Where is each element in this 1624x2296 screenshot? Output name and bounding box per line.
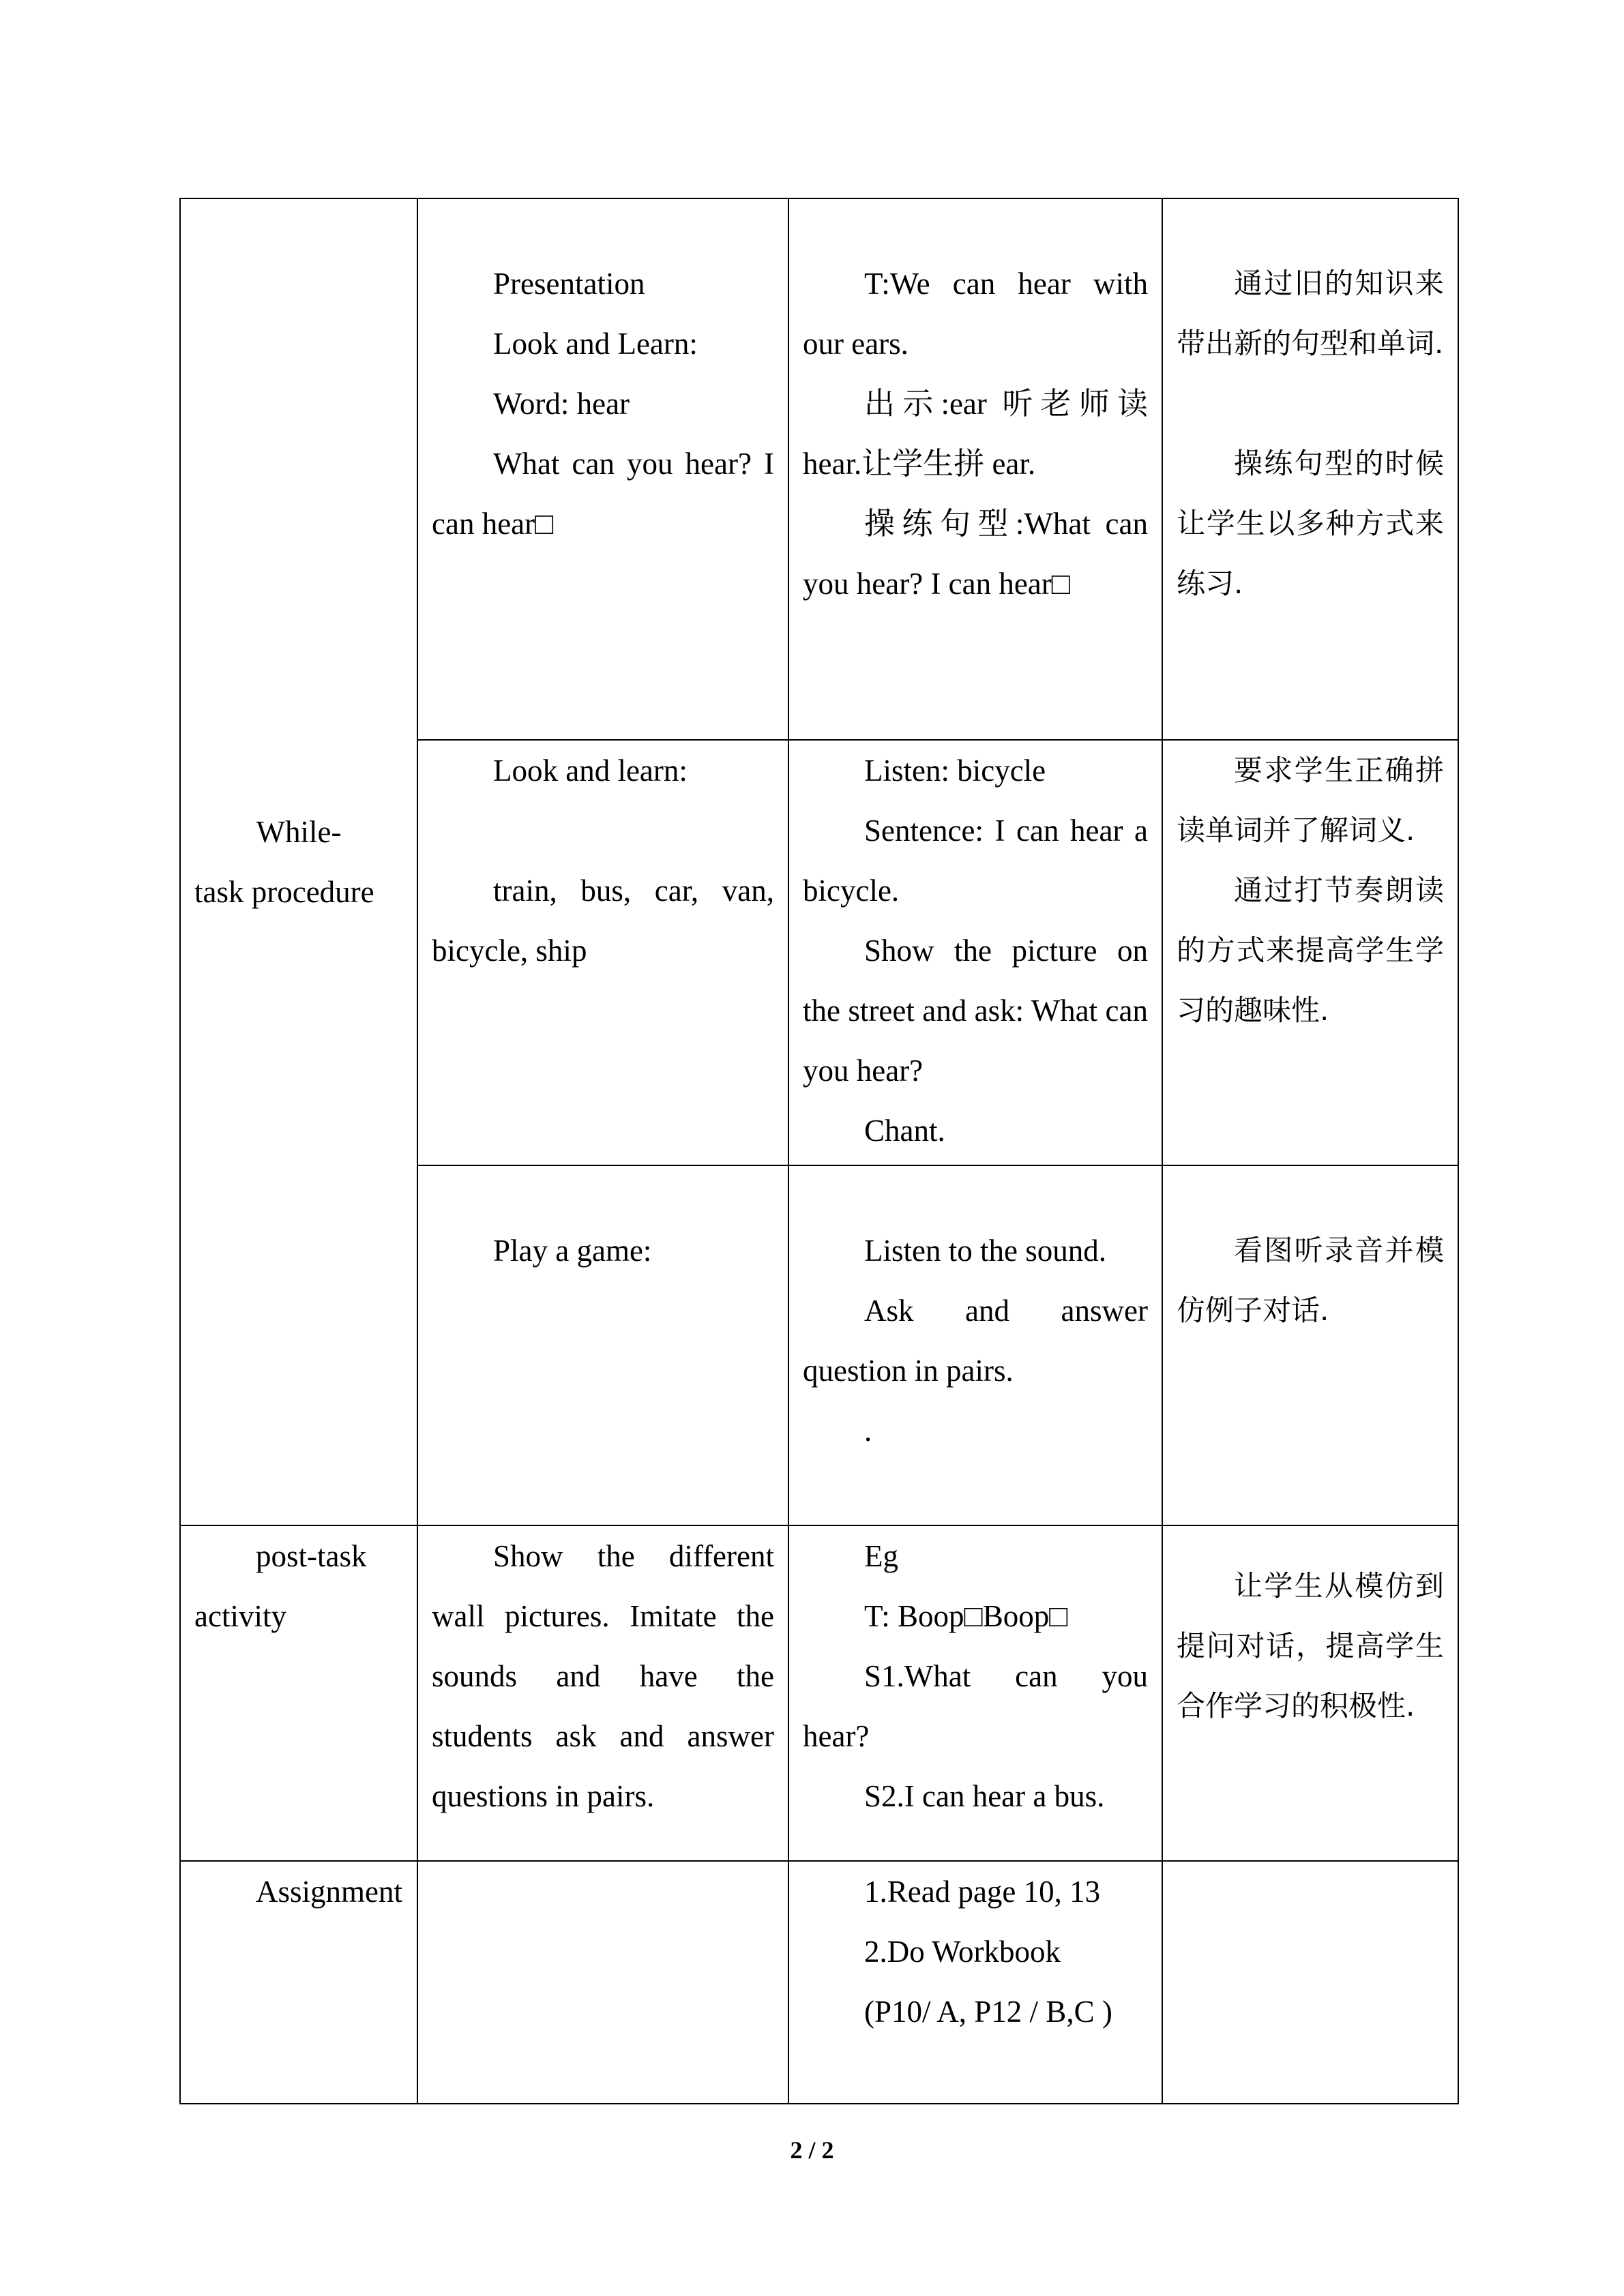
activity-line: Play a game: <box>493 1234 652 1268</box>
process-line: Ask and answer question in pairs. <box>803 1294 1148 1388</box>
process-line: 操练句型:What can you hear? I can hear□ <box>803 507 1148 601</box>
activity-line: Presentation <box>493 267 645 301</box>
purpose-line: 看图听录音并模仿例子对话. <box>1177 1234 1444 1327</box>
spacer <box>432 801 774 861</box>
process-line: Show the picture on the street and ask: What can you hear? <box>803 934 1148 1088</box>
activity-cell <box>417 1861 788 2104</box>
table-row <box>180 198 1458 740</box>
process-line: Chant. <box>864 1114 945 1148</box>
process-line: . <box>864 1414 872 1448</box>
activity-cell <box>417 1525 788 1861</box>
purpose-line: 要求学生正确拼读单词并了解词义. <box>1177 754 1444 847</box>
process-line: Eg <box>864 1539 898 1573</box>
purpose-line: 通过打节奏朗读的方式来提高学生学习的趣味性. <box>1177 874 1444 1027</box>
table-row <box>180 1525 1458 1861</box>
process-cell <box>788 740 1162 1165</box>
activity-line: train, bus, car, van, bicycle, ship <box>432 874 774 968</box>
activity-line: Word: hear <box>493 387 630 421</box>
stage-cell-post-task <box>180 1525 417 1861</box>
process-line: S1.What can you hear? <box>803 1659 1148 1753</box>
process-line: S2.I can hear a bus. <box>864 1779 1105 1813</box>
activity-line: Look and learn: <box>493 754 688 788</box>
lesson-plan-table <box>179 198 1459 2104</box>
stage-label: activity <box>194 1599 286 1633</box>
purpose-cell <box>1162 740 1458 1165</box>
stage-label: task procedure <box>194 875 374 909</box>
table-row <box>180 1861 1458 2104</box>
process-line: Listen: bicycle <box>864 754 1046 788</box>
spacer <box>1177 374 1444 434</box>
purpose-cell <box>1162 198 1458 740</box>
stage-label: While- <box>256 815 342 849</box>
activity-cell <box>417 740 788 1165</box>
activity-line: Show the different wall pictures. Imitate the sounds and have the students ask and answer questions in pairs. <box>432 1539 774 1813</box>
page-number: 2 / 2 <box>790 2136 834 2164</box>
purpose-line: 操练句型的时候让学生以多种方式来练习. <box>1177 447 1444 600</box>
purpose-line: 让学生从模仿到提问对话，提高学生合作学习的积极性. <box>1177 1569 1444 1723</box>
process-line: Sentence: I can hear a bicycle. <box>803 814 1148 908</box>
process-cell <box>788 1525 1162 1861</box>
process-line: 1.Read page 10, 13 <box>864 1875 1101 1909</box>
stage-cell-while-task <box>180 198 417 1525</box>
stage-label: post-task <box>256 1539 367 1573</box>
process-line: T: Boop□Boop□ <box>864 1599 1068 1633</box>
activity-cell <box>417 1165 788 1525</box>
stage-cell-assignment <box>180 1861 417 2104</box>
activity-line: Look and Learn: <box>493 327 698 361</box>
process-line: 2.Do Workbook <box>864 1935 1061 1969</box>
purpose-cell <box>1162 1861 1458 2104</box>
purpose-cell <box>1162 1525 1458 1861</box>
process-cell <box>788 1165 1162 1525</box>
activity-line: What can you hear? I can hear□ <box>432 447 774 541</box>
process-line: (P10/ A, P12 / B,C ) <box>864 1995 1112 2029</box>
purpose-cell <box>1162 1165 1458 1525</box>
process-line: Listen to the sound. <box>864 1234 1106 1268</box>
process-cell <box>788 198 1162 740</box>
purpose-line: 通过旧的知识来带出新的句型和单词. <box>1177 267 1444 360</box>
stage-label: Assignment <box>256 1875 403 1909</box>
process-line: 出示:ear 听老师读 hear.让学生拼 ear. <box>803 387 1148 481</box>
process-line: T:We can hear with our ears. <box>803 267 1148 361</box>
process-cell <box>788 1861 1162 2104</box>
activity-cell <box>417 198 788 740</box>
